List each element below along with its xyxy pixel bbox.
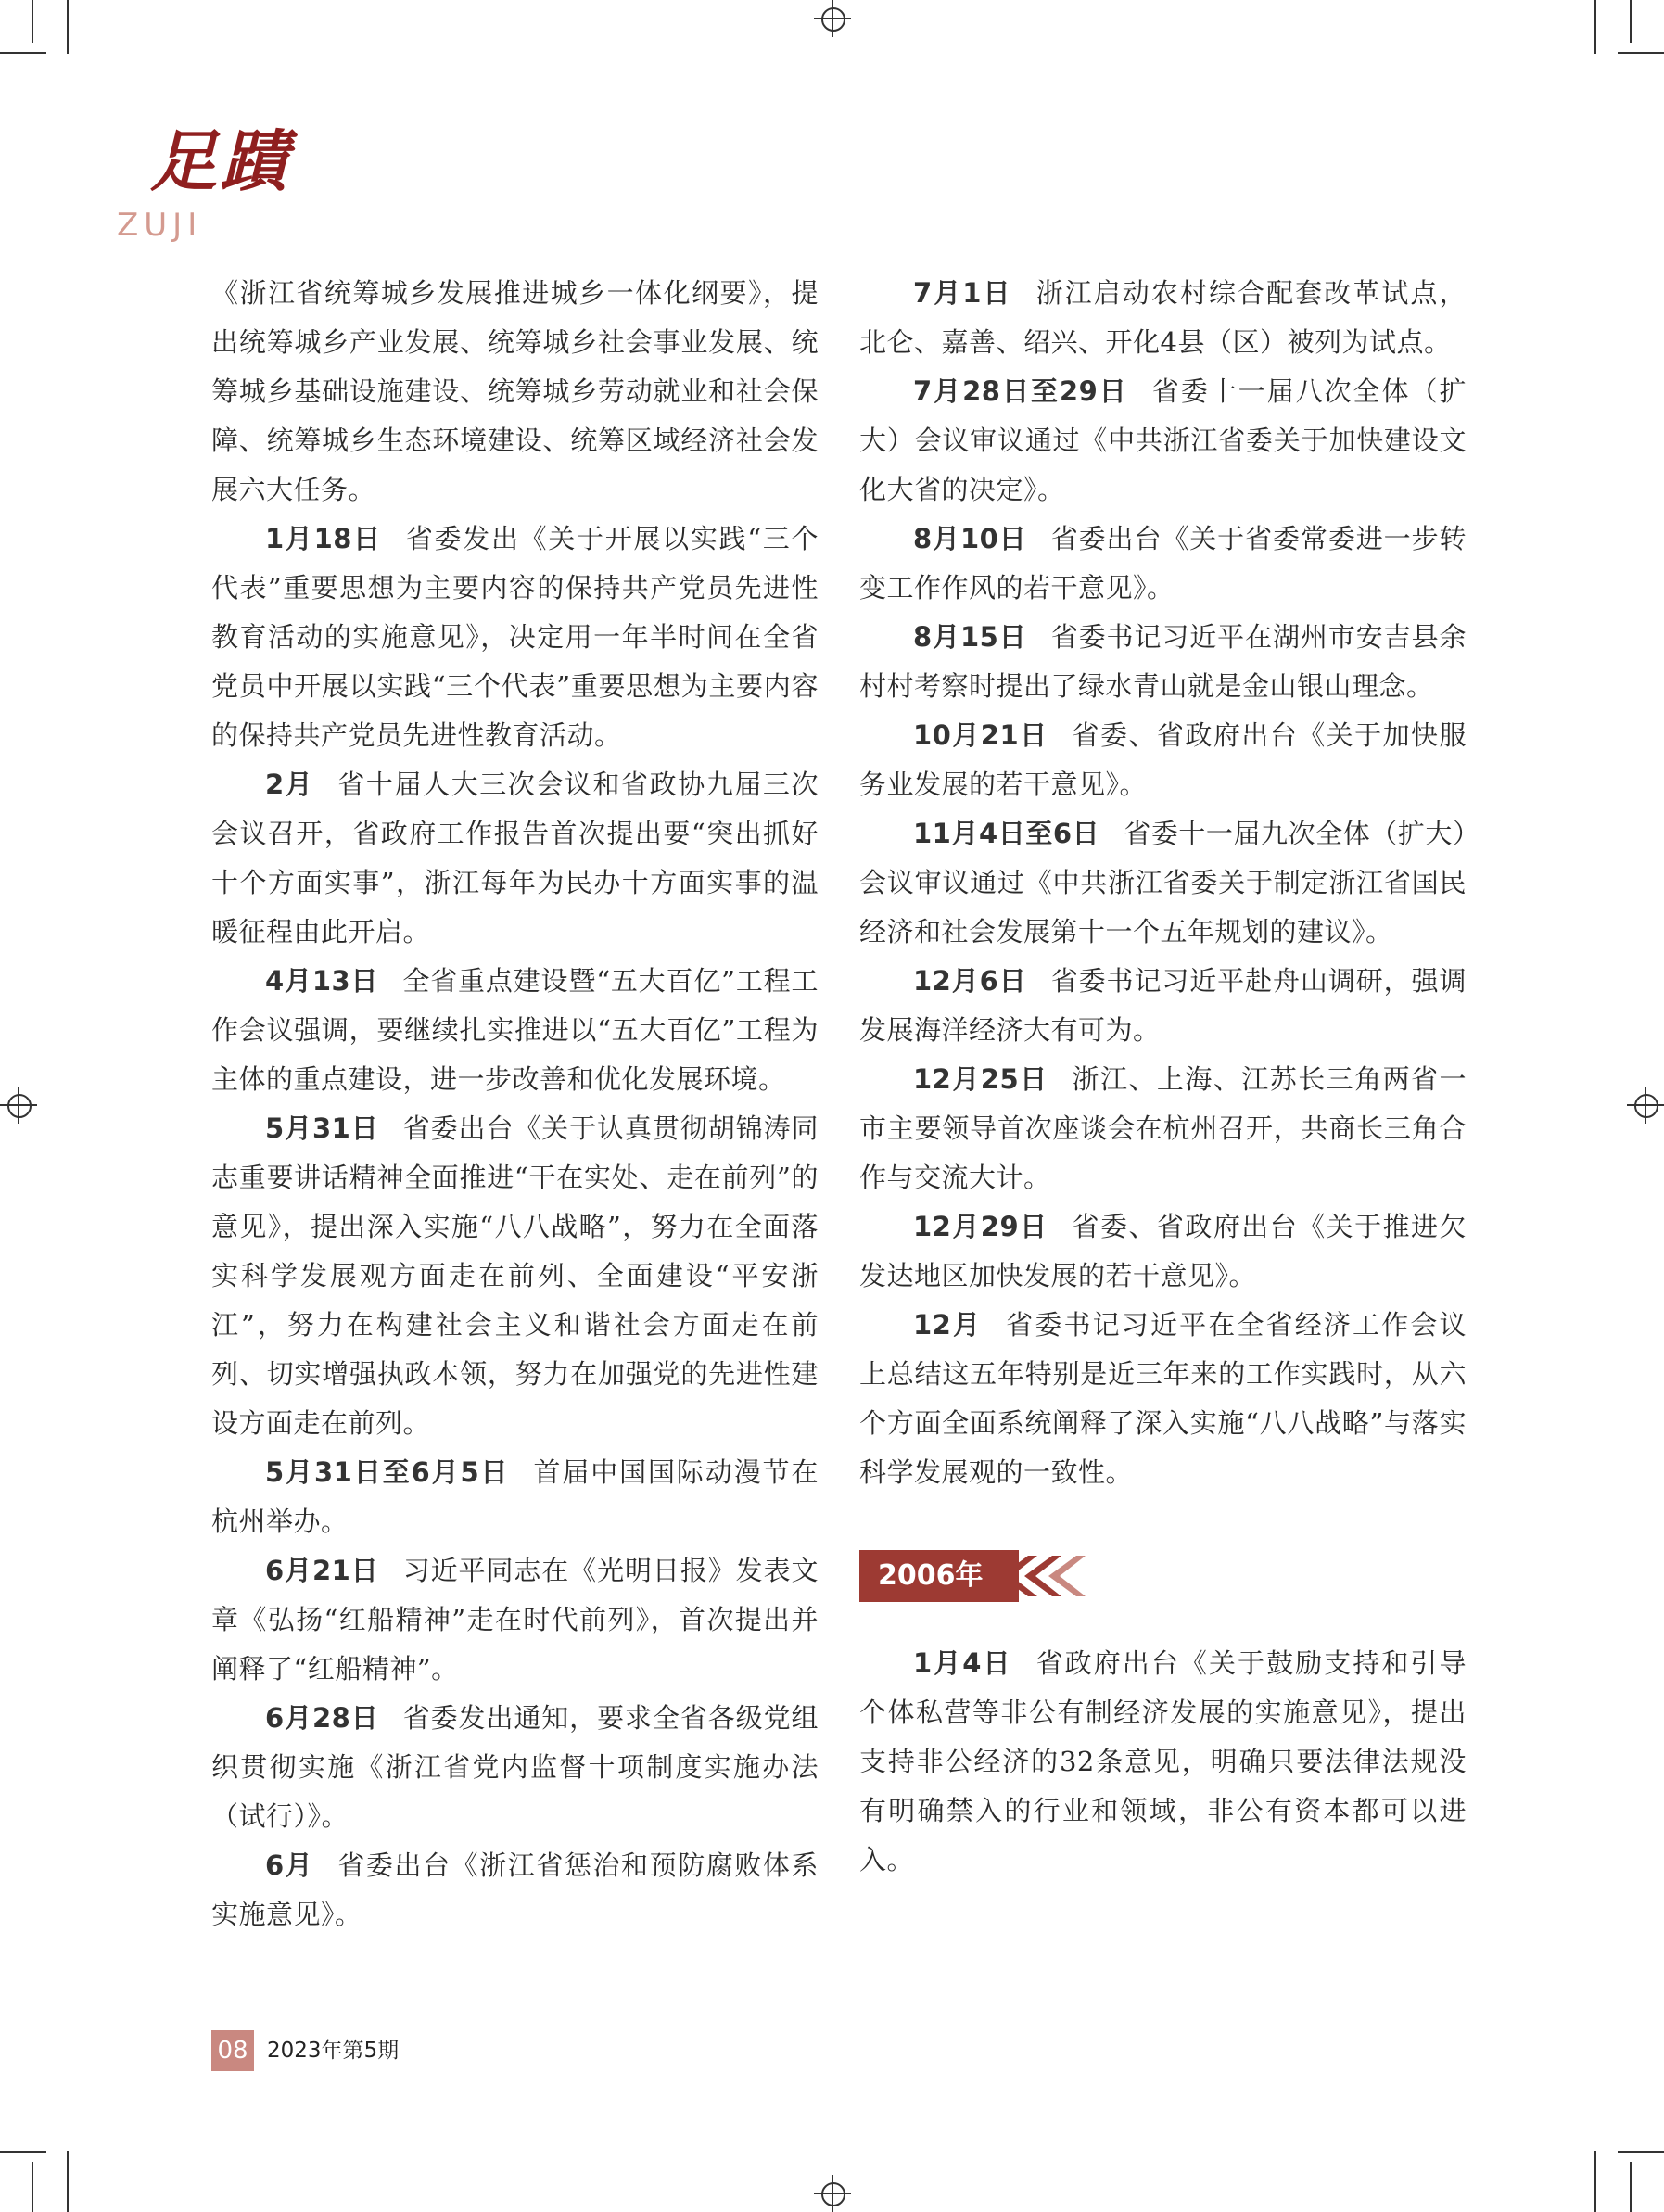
- crop-mark: [32, 2162, 33, 2212]
- entry-date: 10月21日: [913, 719, 1048, 751]
- chronicle-entry: [859, 957, 1467, 1055]
- entry-text: 省委、省政府出台《关于加快服务业发展的若干意见》。: [859, 719, 1467, 800]
- double-chevron-icon: [1000, 1556, 1093, 1596]
- left-column: [211, 269, 819, 1939]
- entry-text: 省委、省政府出台《关于推进欠发达地区加快发展的若干意见》。: [859, 1211, 1467, 1291]
- chronicle-entry: [211, 957, 819, 1104]
- crop-mark: [67, 0, 69, 54]
- chronicle-entry: [859, 613, 1467, 711]
- crop-mark: [1630, 2162, 1632, 2212]
- entry-date: 2月: [265, 769, 314, 800]
- entry-text: 《浙江省统筹城乡发展推进城乡一体化纲要》，提出统筹城乡产业发展、统筹城乡社会事业发展、统筹城乡基础设施建设、统筹城乡劳动就业和社会保障、统筹城乡生态环境建设、统筹区域经济社会发展六大任务。: [211, 277, 819, 505]
- chronicle-entry: [859, 1639, 1467, 1885]
- registration-mark: [814, 2175, 851, 2212]
- entry-date: 11月4日至6日: [913, 818, 1100, 849]
- entry-date: 6月28日: [265, 1702, 379, 1734]
- chronicle-entry: [859, 711, 1467, 809]
- chronicle-entry: [859, 809, 1467, 957]
- entry-date: 12月: [913, 1309, 983, 1341]
- entry-date: 12月29日: [913, 1211, 1048, 1242]
- crop-mark: [32, 0, 33, 43]
- entry-text: 省委出台《浙江省惩治和预防腐败体系实施意见》。: [211, 1850, 819, 1930]
- brand-chinese: 足蹟: [150, 121, 292, 200]
- crop-mark: [1618, 52, 1664, 54]
- chronicle-entry: [859, 367, 1467, 515]
- chronicle-entry: [859, 515, 1467, 613]
- chronicle-entry: [211, 1694, 819, 1841]
- entry-text: 浙江、上海、江苏长三角两省一市主要领导首次座谈会在杭州召开，共商长三角合作与交流大计。: [859, 1063, 1467, 1193]
- registration-mark: [0, 1087, 37, 1124]
- entry-text: 省十届人大三次会议和省政协九届三次会议召开，省政府工作报告首次提出要“突出抓好十个方面实事”，浙江每年为民办十方面实事的温暖征程由此开启。: [211, 769, 819, 947]
- entry-text: 省委书记习近平在湖州市安吉县余村村考察时提出了绿水青山就是金山银山理念。: [859, 621, 1467, 702]
- chronicle-entry: [211, 1104, 819, 1448]
- entry-text: 省委出台《关于省委常委进一步转变工作作风的若干意见》。: [859, 523, 1467, 604]
- chronicle-entry: [859, 1301, 1467, 1497]
- crop-mark: [67, 2151, 69, 2212]
- chronicle-entry: [859, 1202, 1467, 1301]
- entry-date: 5月31日至6月5日: [265, 1456, 510, 1488]
- issue-label: 2023年第5期: [267, 2039, 400, 2063]
- crop-mark: [1594, 0, 1596, 54]
- right-column: [859, 269, 1467, 1885]
- year-heading: [859, 1550, 1467, 1602]
- registration-mark: [814, 0, 851, 37]
- entry-date: 1月4日: [913, 1647, 1012, 1679]
- registration-mark: [1627, 1087, 1664, 1124]
- entry-date: 6月21日: [265, 1555, 379, 1586]
- chronicle-entry: [211, 1448, 819, 1546]
- chronicle-entry: [211, 760, 819, 957]
- entry-date: 6月: [265, 1850, 314, 1881]
- section-brand: [117, 121, 302, 248]
- entry-text: 全省重点建设暨“五大百亿”工程工作会议强调，要继续扎实推进以“五大百亿”工程为主体的重点建设，进一步改善和优化发展环境。: [211, 965, 819, 1095]
- entry-text: 首届中国国际动漫节在杭州举办。: [211, 1456, 819, 1537]
- brand-english: ZUJI: [117, 207, 203, 244]
- entry-text: 省委十一届九次全体（扩大）会议审议通过《中共浙江省委关于制定浙江省国民经济和社会发展第十一个五年规划的建议》。: [859, 818, 1467, 947]
- entry-date: 7月28日至29日: [913, 375, 1128, 407]
- entry-text: 习近平同志在《光明日报》发表文章《弘扬“红船精神”走在时代前列》，首次提出并阐释了“红船精神”。: [211, 1555, 819, 1684]
- entry-text: 省委发出通知，要求全省各级党组织贯彻实施《浙江省党内监督十项制度实施办法（试行）》。: [211, 1702, 819, 1832]
- entry-date: 4月13日: [265, 965, 379, 997]
- page-number: 08: [211, 2030, 254, 2071]
- entry-date: 8月15日: [913, 621, 1027, 653]
- entry-text: 省委书记习近平赴舟山调研，强调发展海洋经济大有可为。: [859, 965, 1467, 1046]
- entry-text: 省委发出《关于开展以实践“三个代表”重要思想为主要内容的保持共产党员先进性教育活动的实施意见》，决定用一年半时间在全省党员中开展以实践“三个代表”重要思想为主要内容的保持共产党员先进性教育活动。: [211, 523, 819, 751]
- crop-mark: [1618, 2151, 1664, 2153]
- crop-mark: [0, 52, 46, 54]
- chronicle-entry: [211, 515, 819, 760]
- chronicle-entry: [211, 269, 819, 515]
- crop-mark: [1630, 0, 1632, 43]
- entry-text: 省委十一届八次全体（扩大）会议审议通过《中共浙江省委关于加快建设文化大省的决定》。: [859, 375, 1467, 505]
- entry-text: 省委出台《关于认真贯彻胡锦涛同志重要讲话精神全面推进“干在实处、走在前列”的意见》，提出深入实施“八八战略”，努力在全面落实科学发展观方面走在前列、全面建设“平安浙江”，努力在构建社会主义和谐社会方面走在前列、切实增强执政本领，努力在加强党的先进性建设方面走在前列。: [211, 1112, 819, 1439]
- entry-text: 省委书记习近平在全省经济工作会议上总结这五年特别是近三年来的工作实践时，从六个方面全面系统阐释了深入实施“八八战略”与落实科学发展观的一致性。: [859, 1309, 1467, 1488]
- crop-mark: [1594, 2151, 1596, 2212]
- entry-text: 省政府出台《关于鼓励支持和引导个体私营等非公有制经济发展的实施意见》，提出支持非公经济的32条意见，明确只要法律法规没有明确禁入的行业和领域，非公有资本都可以进入。: [859, 1647, 1467, 1875]
- entry-date: 12月6日: [913, 965, 1027, 997]
- entry-date: 8月10日: [913, 523, 1027, 554]
- chronicle-entry: [211, 1841, 819, 1939]
- entry-text: 浙江启动农村综合配套改革试点，北仑、嘉善、绍兴、开化4县（区）被列为试点。: [859, 277, 1467, 358]
- entry-date: 1月18日: [265, 523, 382, 554]
- chronicle-entry: [211, 1546, 819, 1694]
- entry-date: 12月25日: [913, 1063, 1048, 1095]
- entry-date: 7月1日: [913, 277, 1012, 309]
- year-label: 2006年: [859, 1550, 1019, 1602]
- chronicle-entry: [859, 1055, 1467, 1202]
- crop-mark: [0, 2151, 46, 2153]
- entry-date: 5月31日: [265, 1112, 379, 1144]
- chronicle-entry: [859, 269, 1467, 367]
